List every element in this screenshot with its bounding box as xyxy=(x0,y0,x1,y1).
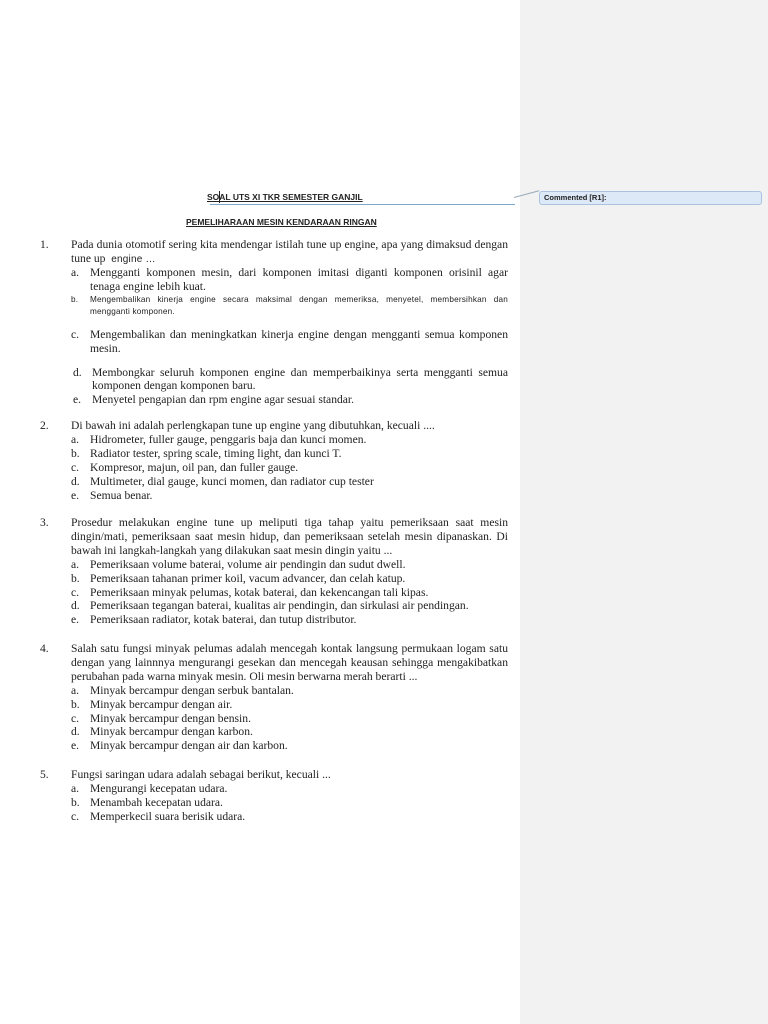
question-5 xyxy=(40,768,508,824)
option-text: Minyak bercampur dengan serbuk bantalan. xyxy=(90,683,294,697)
option-text: Minyak bercampur dengan karbon. xyxy=(90,725,253,739)
option-text: Membongkar seluruh komponen engine dan memperbaikinya serta mengganti semua komponen dengan komponen baru. xyxy=(92,365,508,393)
answer-option xyxy=(71,489,508,503)
comment-balloon[interactable] xyxy=(539,191,762,205)
option-text: Mengurangi kecepatan udara. xyxy=(90,781,228,795)
document-subtitle: PEMELIHARAAN MESIN KENDARAAN RINGAN xyxy=(186,217,377,227)
answer-option xyxy=(71,433,508,447)
option-letter: c. xyxy=(71,585,80,599)
option-letter: c. xyxy=(71,460,80,474)
option-text: Pemeriksaan radiator, kotak baterai, dan tutup distributor. xyxy=(90,613,357,627)
option-text: Minyak bercampur dengan air. xyxy=(90,697,233,711)
option-letter: e. xyxy=(71,613,80,627)
question-text: Di bawah ini adalah perlengkapan tune up engine yang dibutuhkan, kecuali .... xyxy=(71,419,435,432)
option-text: Pemeriksaan volume baterai, volume air pendingin dan sudut dwell. xyxy=(90,557,406,571)
question-1 xyxy=(40,238,508,407)
answer-option xyxy=(71,586,508,600)
question-text: Salah satu fungsi minyak pelumas adalah mencegah kontak langsung permukaan logam satu dengan yang lainnnya mengurangi gesekan dan mencegah keausan sehingga mengakibatkan perubahan pada warna minyak mesin. Oli mesin berwarna merah berarti ... xyxy=(71,642,508,683)
answer-option xyxy=(71,698,508,712)
document-title: SOAL UTS XI TKR SEMESTER GANJIL xyxy=(207,192,363,202)
answer-option xyxy=(71,328,508,356)
answer-option xyxy=(71,572,508,586)
option-letter: e. xyxy=(71,488,80,502)
option-letter: d. xyxy=(73,365,82,379)
answer-option xyxy=(71,782,508,796)
option-letter: d. xyxy=(71,725,80,739)
question-text: Prosedur melakukan engine tune up meliputi tiga tahap yaitu pemeriksaan saat mesin dingin/mati, pemeriksaan saat mesin hidup, dan pemeriksaan setelah mesin dipanaskan. Di bawah ini langkah-langkah yang dilakukan saat mesin dingin yaitu ... xyxy=(71,516,508,557)
option-letter: b. xyxy=(71,795,80,809)
answer-option xyxy=(71,739,508,753)
option-letter: b. xyxy=(71,446,80,460)
answer-option xyxy=(71,461,508,475)
question-text: Fungsi saringan udara adalah sebagai berikut, kecuali ... xyxy=(71,768,331,781)
option-text: Mengganti komponen mesin, dari komponen imitasi diganti komponen orisinil agar tenaga engine lebih kuat. xyxy=(90,265,508,293)
option-letter: a. xyxy=(71,432,80,446)
option-letter: d. xyxy=(71,474,80,488)
question-3 xyxy=(40,516,508,627)
option-text: Menambah kecepatan udara. xyxy=(90,795,223,809)
answer-option xyxy=(71,294,508,318)
option-text: Pemeriksaan tahanan primer koil, vacum advancer, dan celah katup. xyxy=(90,571,406,585)
option-letter: a. xyxy=(71,683,80,697)
answer-option xyxy=(71,613,508,627)
answer-option xyxy=(71,558,508,572)
question-number: 4. xyxy=(40,642,49,655)
answer-option xyxy=(73,393,508,407)
option-text: Pemeriksaan tegangan baterai, kualitas air pendingin, dan sirkulasi air pendingan. xyxy=(90,599,469,613)
option-letter: d. xyxy=(71,599,80,613)
question-4 xyxy=(40,642,508,753)
answer-option xyxy=(71,712,508,726)
option-letter: e. xyxy=(71,739,80,753)
answer-option xyxy=(71,796,508,810)
option-text: Minyak bercampur dengan bensin. xyxy=(90,711,251,725)
answer-option xyxy=(71,599,508,613)
answer-option xyxy=(71,447,508,461)
option-letter: a. xyxy=(71,781,80,795)
comment-label: Commented [R1]: xyxy=(544,193,607,202)
option-text: Mengembalikan kinerja engine secara maksimal dengan memeriksa, menyetel, membersihkan dan mengganti komponen. xyxy=(90,294,508,316)
question-number: 1. xyxy=(40,238,49,251)
answer-option xyxy=(71,725,508,739)
question-number: 3. xyxy=(40,516,49,529)
option-text: Radiator tester, spring scale, timing light, dan kunci T. xyxy=(90,446,342,460)
option-text: Multimeter, dial gauge, kunci momen, dan radiator cup tester xyxy=(90,474,374,488)
option-text: Semua benar. xyxy=(90,488,153,502)
option-letter: a. xyxy=(71,557,80,571)
question-text: Pada dunia otomotif sering kita mendengar istilah tune up engine, apa yang dimaksud dengan tune up engine … xyxy=(71,238,508,265)
question-2 xyxy=(40,419,508,502)
answer-option xyxy=(71,810,508,824)
option-letter: c. xyxy=(71,711,80,725)
option-text: Menyetel pengapian dan rpm engine agar sesuai standar. xyxy=(92,393,355,407)
option-letter: e. xyxy=(73,393,82,407)
option-letter: c. xyxy=(71,809,80,823)
answer-option xyxy=(71,475,508,489)
answer-option xyxy=(71,266,508,294)
answer-option xyxy=(71,684,508,698)
answer-option xyxy=(73,366,508,394)
question-number: 5. xyxy=(40,768,49,781)
option-text: Memperkecil suara berisik udara. xyxy=(90,809,246,823)
question-number: 2. xyxy=(40,419,49,432)
comment-margin-pane xyxy=(520,0,768,1024)
option-text: Pemeriksaan minyak pelumas, kotak baterai, dan kekencangan tali kipas. xyxy=(90,585,429,599)
option-letter: b. xyxy=(71,571,80,585)
option-letter: b. xyxy=(71,697,80,711)
comment-anchor-line xyxy=(210,204,515,205)
option-letter: c. xyxy=(71,327,80,341)
text-cursor xyxy=(219,191,220,203)
option-text: Hidrometer, fuller gauge, penggaris baja dan kunci momen. xyxy=(90,432,367,446)
option-letter: a. xyxy=(71,265,80,279)
option-text: Minyak bercampur dengan air dan karbon. xyxy=(90,739,288,753)
option-text: Mengembalikan dan meningkatkan kinerja engine dengan mengganti semua komponen mesin. xyxy=(90,327,508,355)
option-text: Kompresor, majun, oil pan, dan fuller gauge. xyxy=(90,460,299,474)
option-letter: b. xyxy=(71,294,79,304)
